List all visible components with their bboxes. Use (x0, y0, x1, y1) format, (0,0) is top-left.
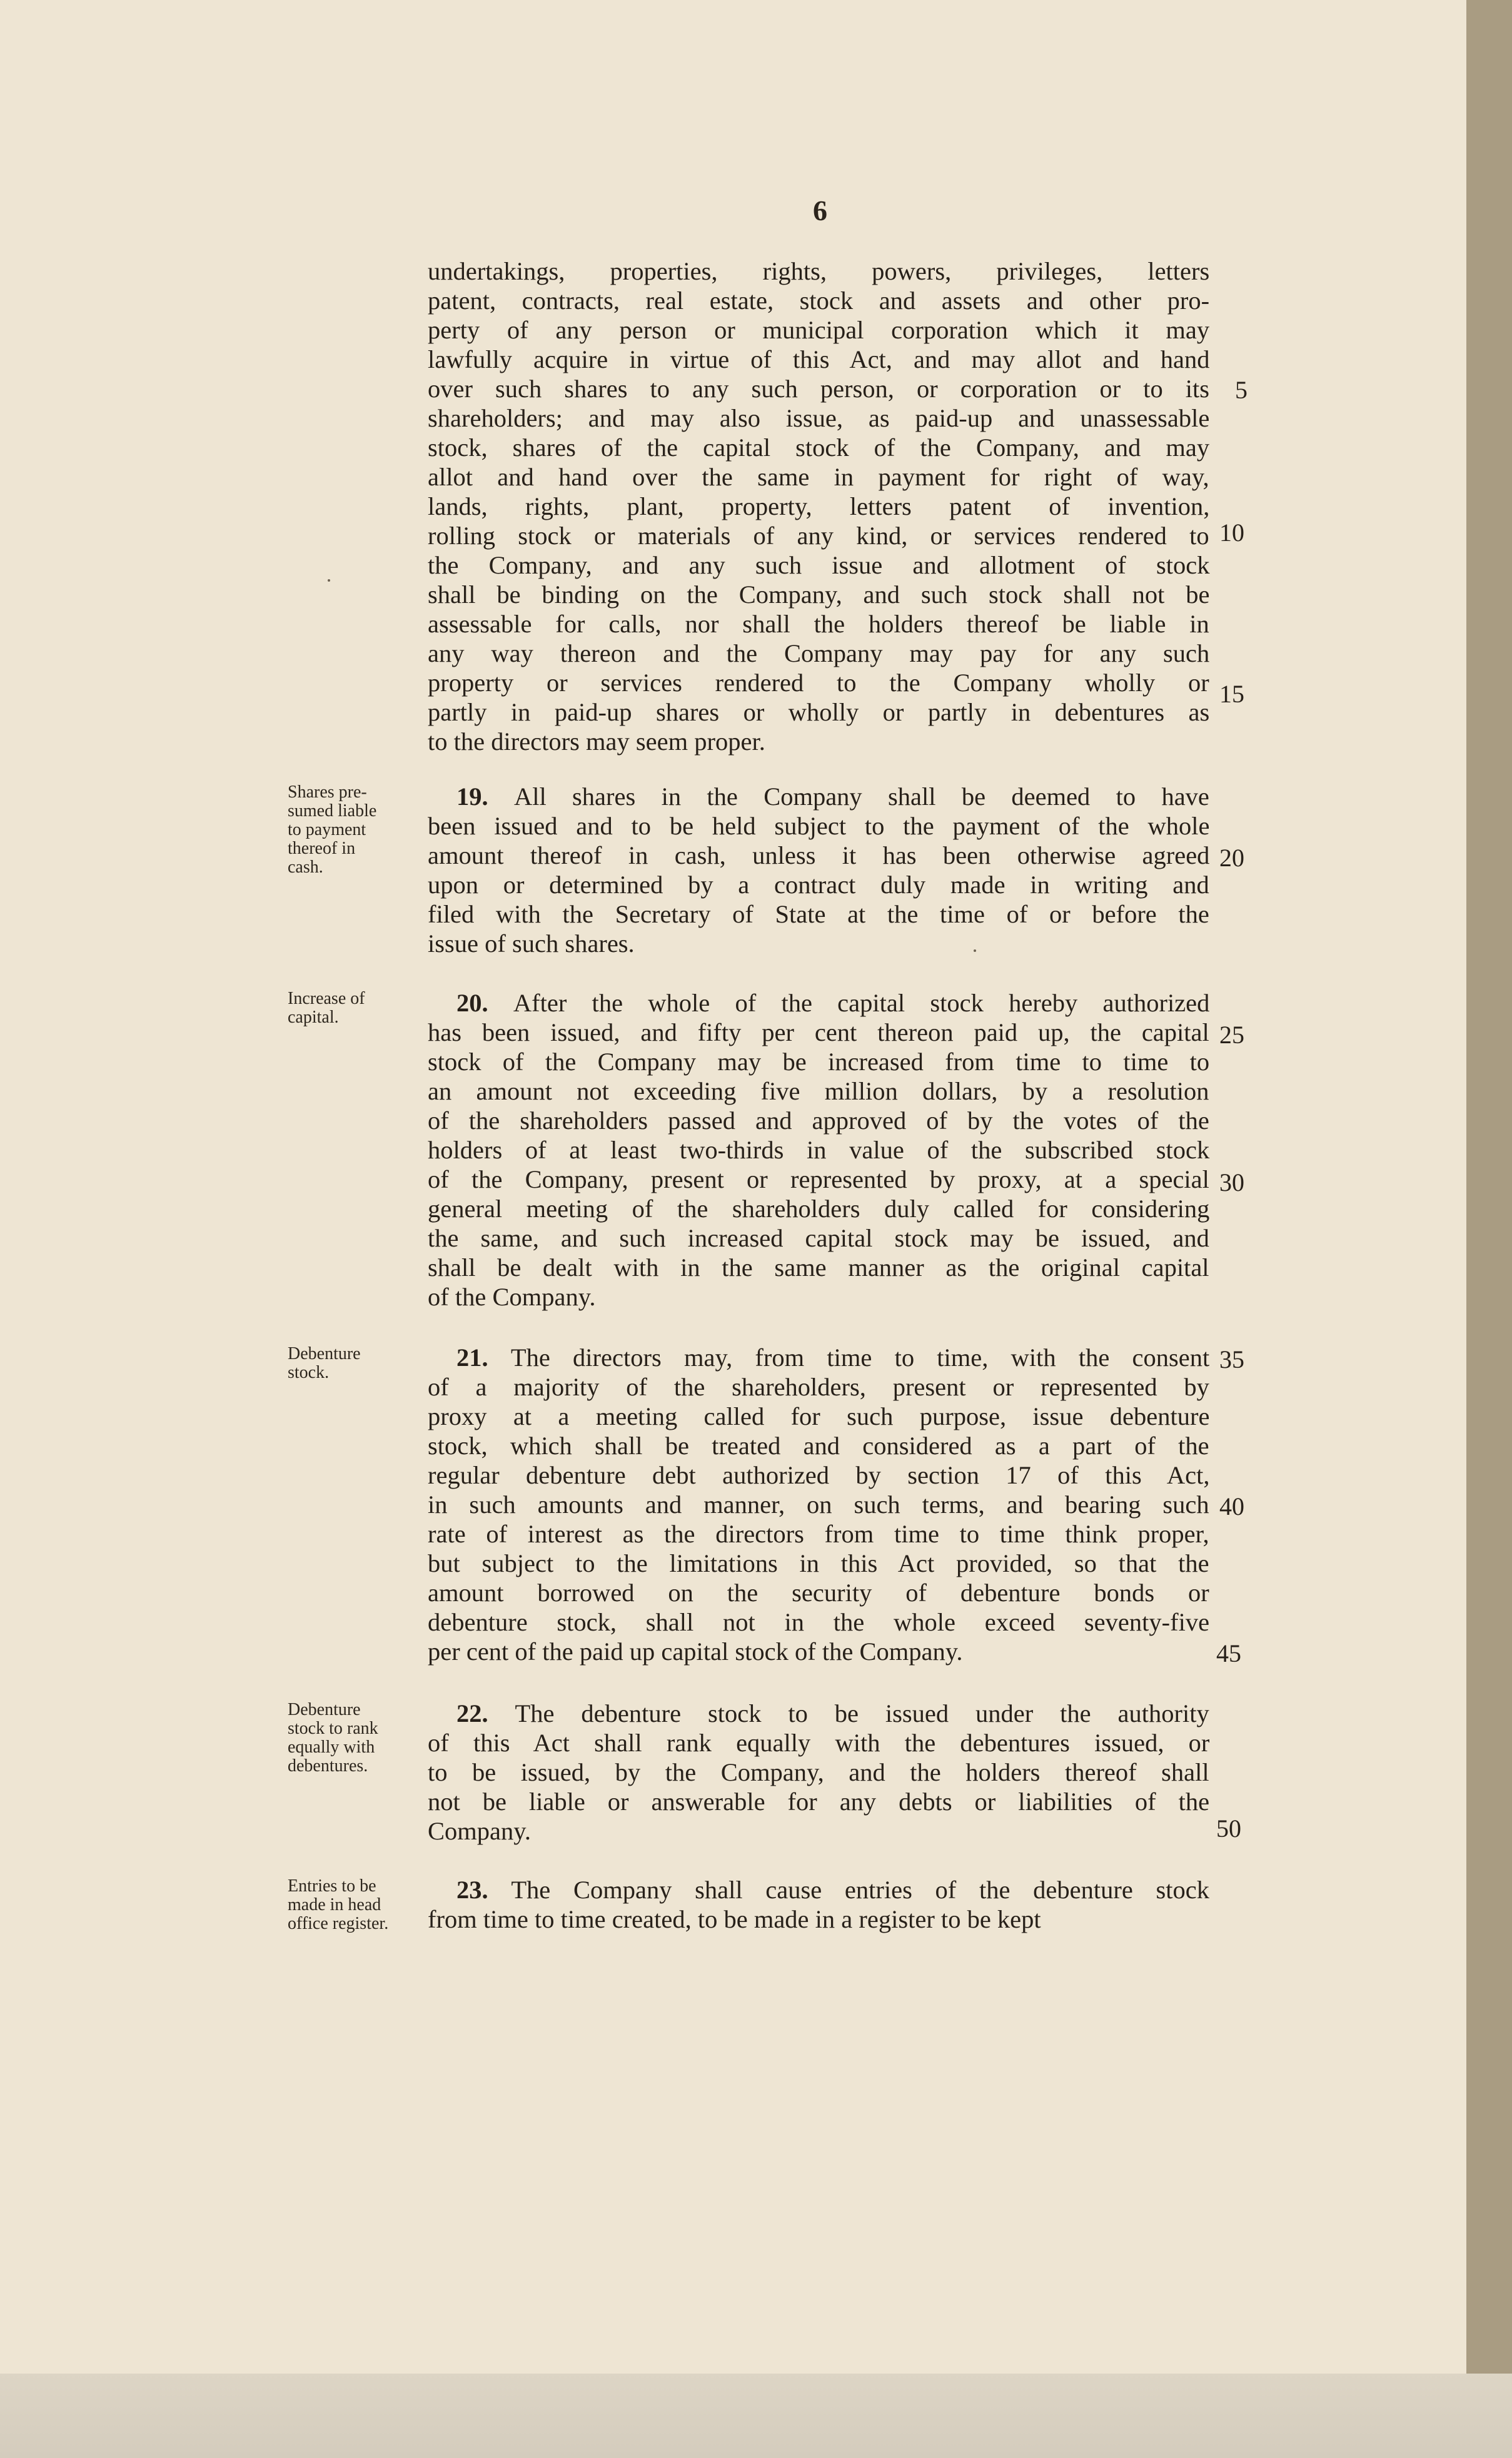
text-line (456, 1699, 1209, 1728)
text-line: proxy at a meeting called for such purpose, issue debenture (428, 1402, 1210, 1430)
text-line: of the shareholders passed and approved of by the votes of the (428, 1106, 1209, 1135)
text-line (456, 1343, 1209, 1372)
page-number: 6 (813, 195, 827, 226)
paper-speck (328, 579, 330, 582)
text-line: of a majority of the shareholders, present or represented by (428, 1373, 1209, 1401)
marginal-note (288, 1701, 419, 1776)
text-line: upon or determined by a contract duly made in writing and (428, 871, 1209, 899)
text-line: filed with the Secretary of State at the time of or before the (428, 900, 1209, 928)
text-line: to be issued, by the Company, and the holders thereof shall (428, 1758, 1209, 1786)
scan-bottom-margin (0, 2374, 1512, 2458)
section-text: After the whole of the capital stock hereby authorized (513, 989, 1210, 1017)
marginal-note (288, 783, 419, 877)
line-number: 40 (1219, 1492, 1244, 1520)
marginal-note-line: thereof in (288, 839, 356, 858)
line-number: 15 (1219, 680, 1244, 708)
text-line: per cent of the paid up capital stock of the Company. (428, 1637, 963, 1666)
text-line: lawfully acquire in virtue of this Act, and may allot and hand (428, 345, 1210, 373)
text-line: not be liable or answerable for any debts or liabilities of the (428, 1788, 1210, 1816)
marginal-note (288, 1877, 419, 1933)
text-line: stock, which shall be treated and considered as a part of the (428, 1432, 1209, 1460)
marginal-note-line: Debenture (288, 1344, 361, 1363)
line-number: 50 (1216, 1814, 1241, 1843)
marginal-note-line: stock to rank (288, 1719, 378, 1738)
marginal-note-line: Debenture (288, 1700, 361, 1719)
text-line: regular debenture debt authorized by section 17 of this Act, (428, 1461, 1210, 1489)
text-line: but subject to the limitations in this Act provided, so that the (428, 1549, 1209, 1577)
line-number: 25 (1219, 1021, 1244, 1049)
text-line: any way thereon and the Company may pay for any such (428, 639, 1210, 667)
text-line: the Company, and any such issue and allotment of stock (428, 551, 1210, 579)
page-edge (1466, 0, 1512, 2458)
text-line: in such amounts and manner, on such terms, and bearing such (428, 1490, 1209, 1519)
text-line: an amount not exceeding five million dollars, by a resolution (428, 1077, 1209, 1105)
marginal-note-line: sumed liable (288, 801, 377, 821)
marginal-note-line: debentures. (288, 1756, 368, 1776)
section-text: The debenture stock to be issued under the authority (515, 1699, 1209, 1727)
marginal-note-line: stock. (288, 1363, 330, 1382)
section-text: The Company shall cause entries of the debenture stock (511, 1876, 1209, 1904)
text-line: of this Act shall rank equally with the debentures issued, or (428, 1729, 1210, 1757)
marginal-note (288, 989, 419, 1027)
section-text: The directors may, from time to time, with the consent (510, 1343, 1210, 1372)
text-line: over such shares to any such person, or corporation or to its (428, 375, 1210, 403)
marginal-note-line: Increase of (288, 989, 365, 1008)
text-line: holders of at least two-thirds in value of the subscribed stock (428, 1136, 1210, 1164)
text-line (456, 988, 1209, 1018)
text-line: amount borrowed on the security of debenture bonds or (428, 1579, 1209, 1607)
line-number: 5 (1235, 376, 1247, 404)
text-line: undertakings, properties, rights, powers, privileges, letters (428, 257, 1210, 285)
section-number: 19. (456, 782, 514, 811)
marginal-note-line: equally with (288, 1737, 375, 1757)
text-line: partly in paid-up shares or wholly or partly in debentures as (428, 698, 1210, 726)
text-line: stock, shares of the capital stock of the Company, and may (428, 433, 1210, 462)
text-line: rolling stock or materials of any kind, or services rendered to (428, 522, 1209, 550)
text-line: assessable for calls, nor shall the holders thereof be liable in (428, 610, 1209, 638)
marginal-note-line: made in head (288, 1895, 381, 1914)
text-line: amount thereof in cash, unless it has been otherwise agreed (428, 841, 1210, 869)
text-line: lands, rights, plant, property, letters patent of invention, (428, 492, 1210, 520)
text-line: general meeting of the shareholders duly called for considering (428, 1195, 1210, 1223)
text-line: patent, contracts, real estate, stock and assets and other pro- (428, 286, 1210, 315)
paper-speck (974, 949, 976, 952)
marginal-note-line: Shares pre- (288, 782, 367, 802)
line-number: 30 (1219, 1168, 1244, 1196)
marginal-note-line: cash. (288, 857, 323, 877)
text-line: issue of such shares. (428, 929, 635, 958)
text-line: from time to time created, to be made in a register to be kept (428, 1905, 1041, 1933)
marginal-note-line: to payment (288, 820, 366, 839)
marginal-note-line: office register. (288, 1914, 389, 1933)
text-line: shall be binding on the Company, and such stock shall not be (428, 580, 1210, 609)
section-text: All shares in the Company shall be deemed to have (513, 782, 1209, 811)
text-line: allot and hand over the same in payment for right of way, (428, 463, 1209, 491)
text-line: property or services rendered to the Company wholly or (428, 669, 1209, 697)
line-number: 20 (1219, 844, 1244, 872)
text-line (456, 782, 1209, 811)
text-line: of the Company. (428, 1283, 596, 1311)
marginal-note-line: capital. (288, 1008, 339, 1027)
text-line: shall be dealt with in the same manner as the original capital (428, 1253, 1209, 1282)
text-line: rate of interest as the directors from time to time think proper, (428, 1520, 1209, 1548)
text-line: perty of any person or municipal corporation which it may (428, 316, 1210, 344)
line-number: 35 (1219, 1345, 1244, 1373)
text-line: stock of the Company may be increased from time to time to (428, 1048, 1210, 1076)
text-line: has been issued, and fifty per cent thereon paid up, the capital (428, 1018, 1209, 1046)
section-number: 23. (456, 1876, 512, 1904)
line-number: 10 (1219, 518, 1244, 547)
text-line: to the directors may seem proper. (428, 727, 765, 756)
section-number: 20. (456, 989, 513, 1017)
marginal-note-line: Entries to be (288, 1876, 376, 1896)
text-line (456, 1875, 1209, 1904)
text-line: been issued and to be held subject to the payment of the whole (428, 812, 1210, 840)
section-number: 21. (456, 1343, 511, 1372)
text-line: the same, and such increased capital stock may be issued, and (428, 1224, 1209, 1252)
text-line: of the Company, present or represented by proxy, at a special (428, 1165, 1209, 1193)
text-line: debenture stock, shall not in the whole exceed seventy-five (428, 1608, 1210, 1636)
line-number: 45 (1216, 1639, 1241, 1667)
marginal-note (288, 1345, 419, 1382)
text-line: shareholders; and may also issue, as paid-up and unassessable (428, 404, 1210, 432)
section-number: 22. (456, 1699, 515, 1727)
text-line: Company. (428, 1817, 531, 1845)
